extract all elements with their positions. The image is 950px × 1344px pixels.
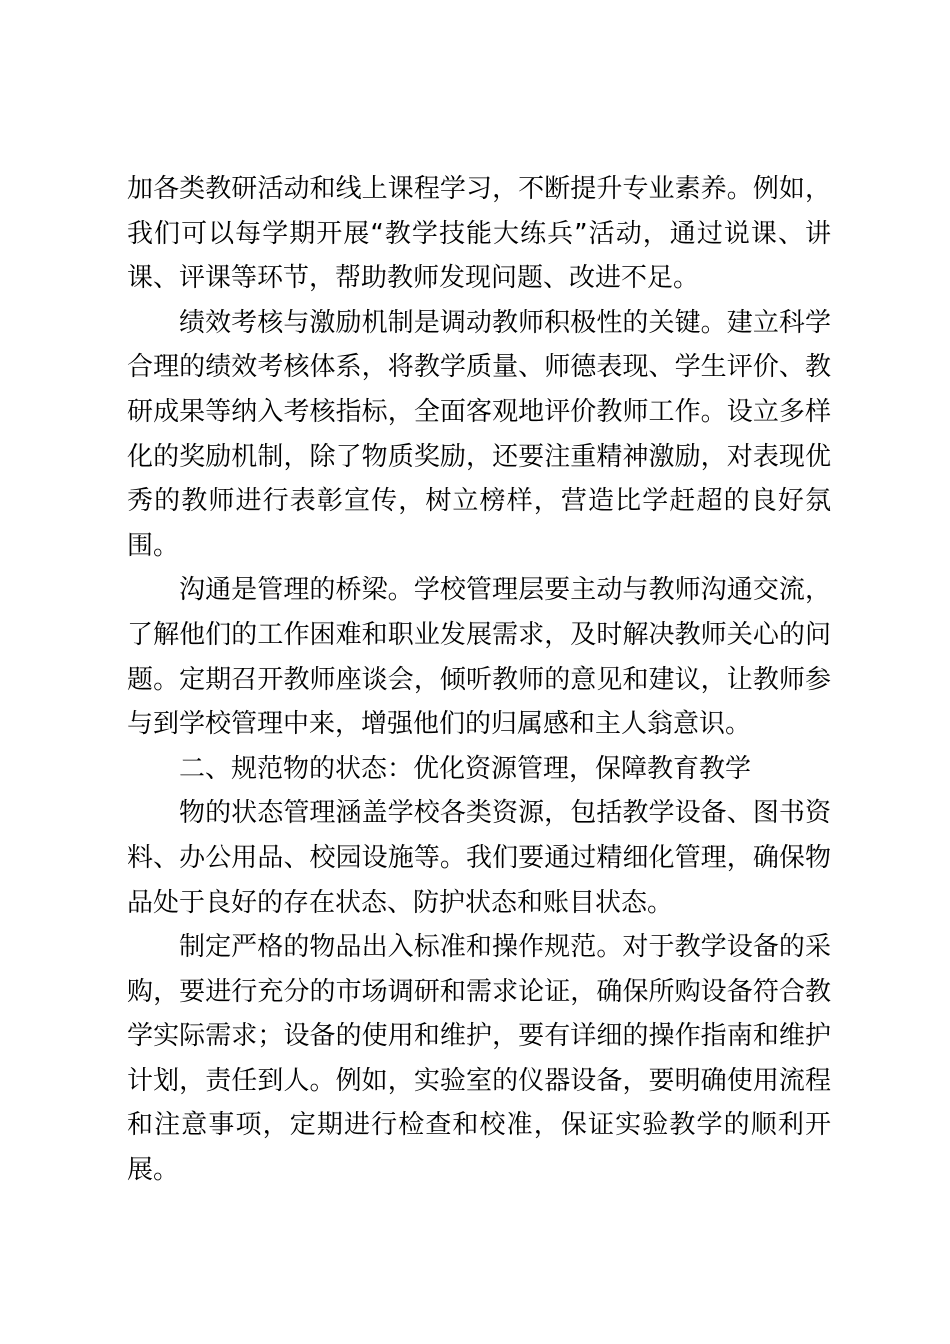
paragraph-performance-incentive: 绩效考核与激励机制是调动教师积极性的关键。建立科学合理的绩效考核体系，将教学质量、师德表现、学生评价、教研成果等纳入考核指标，全面客观地评价教师工作。设立多样化的奖励机制，除了物质奖励，还要注重精神激励，对表现优秀的教师进行表彰宣传，树立榜样，营造比学赶超的良好氛围。 [127,307,831,561]
section-heading: 二、规范物的状态：优化资源管理，保障教育教学 [179,753,752,784]
paragraph-continuation: 加各类教研活动和线上课程学习，不断提升专业素养。例如，我们可以每学期开展“教学技能大练兵”活动，通过说课、讲课、评课等环节，帮助教师发现问题、改进不足。 [127,174,831,294]
paragraph-communication: 沟通是管理的桥梁。学校管理层要主动与教师沟通交流，了解他们的工作困难和职业发展需求，及时解决教师关心的问题。定期召开教师座谈会，倾听教师的意见和建议，让教师参与到学校管理中来，增强他们的归属感和主人翁意识。 [127,575,831,740]
document-body [127,167,831,1193]
paragraph-resource-management: 物的状态管理涵盖学校各类资源，包括教学设备、图书资料、办公用品、校园设施等。我们要通过精细化管理，确保物品处于良好的存在状态、防护状态和账目状态。 [127,798,831,918]
paragraph-standards: 制定严格的物品出入标准和操作规范。对于教学设备的采购，要进行充分的市场调研和需求论证，确保所购设备符合教学实际需求；设备的使用和维护，要有详细的操作指南和维护计划，责任到人。例如，实验室的仪器设备，要明确使用流程和注意事项，定期进行检查和校准，保证实验教学的顺利开展。 [127,932,831,1186]
